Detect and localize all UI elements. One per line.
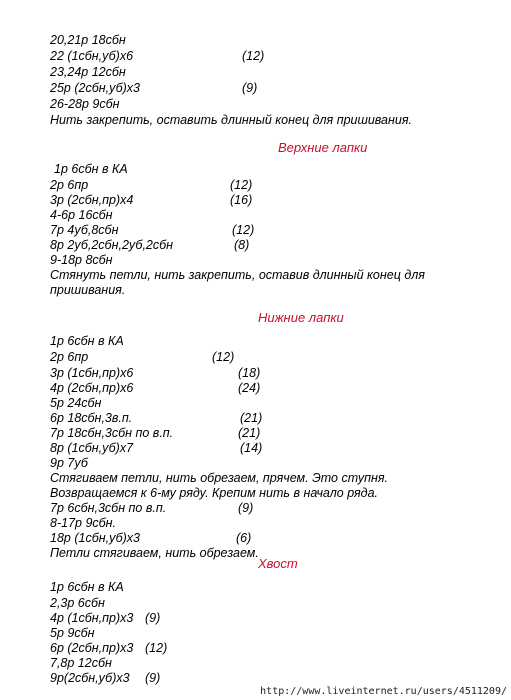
row-text: 7р 18сбн,3сбн по в.п. [50,426,174,440]
row-text: 3р (1сбн,пр)х6 [50,366,134,380]
stitch-count: (18) [238,366,261,380]
row-text: 1р 6сбн в КА [50,334,124,348]
row-text: 22 (1сбн,уб)х6 [50,49,134,63]
stitch-count: (9) [145,611,161,625]
row-text: 9-18р 8сбн [50,253,113,267]
row-text: 9р 7уб [50,456,88,470]
stitch-count: (12) [145,641,168,655]
row-text: 3р (2сбн,пр)х4 [50,193,134,207]
section-title-upper-paws: Верхние лапки [278,140,368,155]
row-text: 7р 4уб,8сбн [50,223,119,237]
stitch-count: (16) [230,193,253,207]
section-title-tail: Хвост [258,556,298,571]
stitch-count: (9) [145,671,161,685]
source-watermark: http://www.liveinternet.ru/users/4511209/ [260,686,507,697]
stitch-count: (21) [238,426,261,440]
stitch-count: (12) [242,49,265,63]
row-text: 1р 6сбн в КА [50,580,124,594]
note-text: Петли стягиваем, нить обрезаем. [50,546,259,560]
row-text: 2р 6пр [50,350,89,364]
row-text: 7р 6сбн,3сбн по в.п. [50,501,167,515]
stitch-count: (12) [212,350,235,364]
row-text: 8р (1сбн,уб)х7 [50,441,134,455]
row-text: 6р (2сбн,пр)х3 [50,641,134,655]
row-text: 20,21р 18сбн [50,33,126,47]
stitch-count: (12) [230,178,253,192]
stitch-count: (21) [240,411,263,425]
row-text: 2р 6пр [50,178,89,192]
row-text: 1р 6сбн в КА [54,162,128,176]
row-text: 2,3р 6сбн [50,596,105,610]
note-text: Нить закрепить, оставить длинный конец для пришивания. [50,113,412,127]
row-text: 6р 18сбн,3в.п. [50,411,133,425]
stitch-count: (6) [236,531,252,545]
note-text: Стянуть петли, нить закрепить, оставив длинный конец для [50,268,425,282]
row-text: 4р (2сбн,пр)х6 [50,381,134,395]
section-title-lower-paws: Нижние лапки [258,310,344,325]
row-text: 5р 9сбн [50,626,95,640]
row-text: 4-6р 16сбн [50,208,113,222]
row-text: 25р (2сбн,уб)х3 [50,81,140,95]
row-text: 8р 2уб,2сбн,2уб,2сбн [50,238,174,252]
row-text: 7,8р 12сбн [50,656,112,670]
stitch-count: (9) [242,81,258,95]
row-text: 8-17р 9сбн. [50,516,117,530]
row-text: 23,24р 12сбн [50,65,126,79]
note-text: Возвращаемся к 6-му ряду. Крепим нить в начало ряда. [50,486,379,500]
row-text: 18р (1сбн,уб)х3 [50,531,140,545]
row-text: 26-28р 9сбн [50,97,120,111]
row-text: 4р (1сбн,пр)х3 [50,611,134,625]
stitch-count: (24) [238,381,261,395]
stitch-count: (12) [232,223,255,237]
stitch-count: (8) [234,238,250,252]
stitch-count: (9) [238,501,254,515]
note-text: пришивания. [50,283,126,297]
row-text: 5р 24сбн [50,396,102,410]
note-text: Стягиваем петли, нить обрезаем, прячем. Это ступня. [50,471,388,485]
stitch-count: (14) [240,441,263,455]
row-text: 9р(2сбн,уб)х3 [50,671,130,685]
